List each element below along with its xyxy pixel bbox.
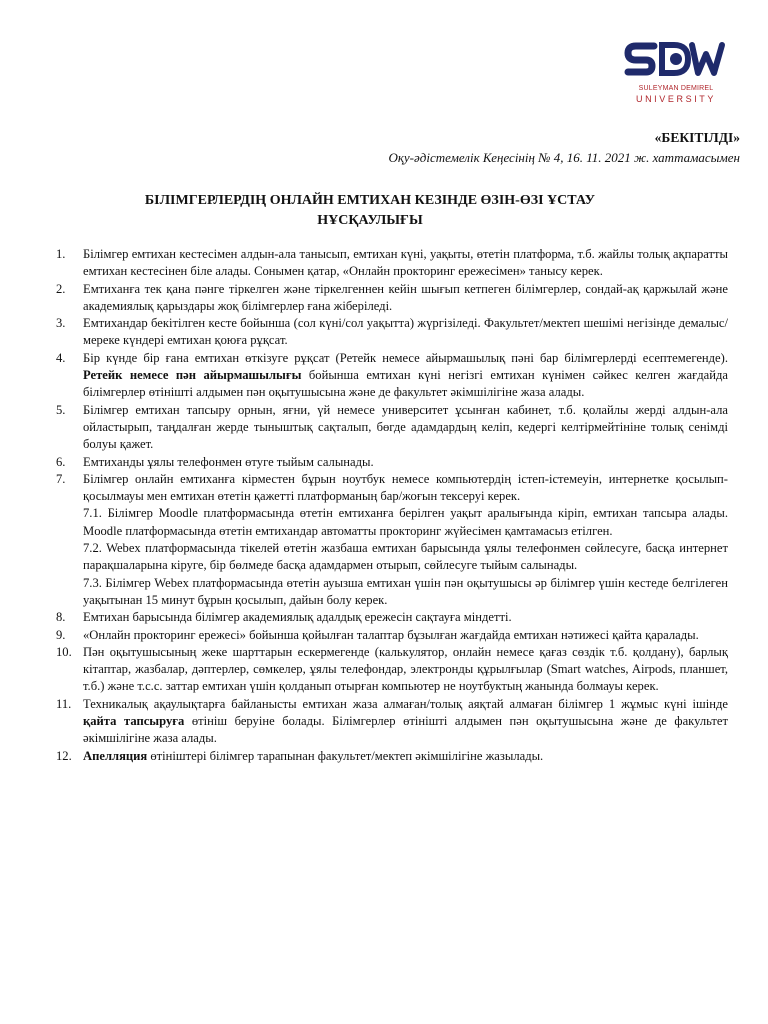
item-text-pre: Техникалық ақаулықтарға байланысты емтихан жаза алмаған/толық аяқтай алмаған білімгер 1 жұмыс күні ішінде [83,696,728,711]
list-item [56,281,728,316]
protocol-reference: Оқу-әдістемелік Кеңесінің № 4, 16. 11. 2021 ж. хаттамасымен [388,150,740,165]
item-text: «Онлайн прокторинг ережесі» бойынша қойылған талаптар бұзылған жағдайда емтихан нәтижесі қайта қаралады. [83,627,699,642]
item-number: 5. [56,402,66,417]
list-item [56,748,728,765]
logo-text-line2: UNIVERSITY [635,94,716,104]
document-title [60,191,680,231]
item-number: 4. [56,350,66,365]
item-text: Білімгер емтихан кестесімен алдын-ала танысып, емтихан күні, уақыты, өтетін платформа, т.б. жайлы толық ақпаратты емтихан кестесінен біле алады. Сонымен қатар, «Онлайн прокторинг ережесімен» танысу керек. [83,247,728,279]
item-number: 7. [56,471,66,486]
rules-list [56,246,728,765]
item-text-post: бойынша емтихан күні негізгі емтихан күнімен сәйкес келген жағдайда білімгерлер өтінішті алдымен пән оқытушысына және де факультет әкімшілігіне жаза алады. [83,368,728,400]
item-text-pre: Бір күнде бір ғана емтихан өткізуге рұқсат (Ретейк немесе айырмашылық пәні бар білімгерлерді есептемегенде). [83,350,728,365]
subitem-text: 7.1. Білімгер Moodle платформасында өтетін емтиханға берілген уақыт аралығында кіріп, емтихан тапсыра алады. Moodle платформасында өтетін емтихандар автоматты прокторинг жүйесімен қамтамасыз етілген. [83,506,728,538]
item-text-bold: қайта тапсыруға [83,714,185,729]
item-text: Емтиханды ұялы телефонмен өтуге тыйым салынады. [83,454,374,469]
title-line-1: БІЛІМГЕРЛЕРДІҢ ОНЛАЙН ЕМТИХАН КЕЗІНДЕ ӨЗІН-ӨЗІ ҰСТАУ [144,193,596,208]
item-text: Пән оқытушысының жеке шарттарын ескермегенде (калькулятор, онлайн немесе қағаз сөздік т.б. қолдану), барлық кітаптар, жазбалар, дәптерлер, сөмкелер, ұялы телефондар, электронды құрылғылар (Smart watches, Airpods, планшет, т.б.) және т.с.с. заттар емтихан үшін қолданып отырған компьютер не ноутбуктың жанында болмауы керек. [83,644,728,694]
item-number: 11. [56,696,72,711]
list-subitem [56,540,728,575]
list-item [56,471,728,506]
item-number: 10. [56,644,72,659]
university-logo [624,40,728,106]
list-item [56,246,728,281]
item-number: 12. [56,748,72,763]
item-text-post: өтініштері білімгер тарапынан факультет/мектеп әкімшілігіне жазылады. [147,748,544,763]
subitem-text: 7.3. Білімгер Webex платформасында өтетін ауызша емтихан үшін пән оқытушысы әр білімгер үшін кестеде белгілеген уақытынан 15 минут бұрын қосылып, дайын болу керек. [83,575,728,607]
item-text: Емтихандар бекітілген кесте бойынша (сол күні/сол уақытта) жүргізіледі. Факультет/мектеп шешімі негізінде демалыс/мереке күндері емтихан қоюға рұқсат. [83,316,728,348]
item-number: 6. [56,454,66,469]
item-number: 8. [56,610,66,625]
title-line-2: НҰСҚАУЛЫҒЫ [317,213,423,228]
subitem-text: 7.2. Webex платформасында тікелей өтетін жазбаша емтихан барысында ұялы телефонмен сөйлесуге, басқа интернет парақшаларына кіруге, бір бөлмеде басқа адамдармен отырып, сөйлесуге тыйым салынады. [83,541,728,573]
list-subitem [56,505,728,540]
item-text: Білімгер емтихан тапсыру орнын, яғни, үй немесе университет ұсынған кабинет, т.б. қолайлы жерді алдын-ала ойластырып, таңдалған жерде тыныштық сақталып, бөгде адамдардың келіп, кедергі келтірмейтініне толық сенімді болуы қажет. [83,402,728,452]
item-text: Білімгер онлайн емтиханға кірместен бұрын ноутбук немесе компьютердің істеп-істемеуін, интернетке қосылып-қосылмауы мен емтихан өтетін қажетті платформаның бар/жоғын тексеруі керек. [83,471,728,504]
item-number: 2. [56,281,66,296]
item-number: 9. [56,627,66,642]
item-text: Емтиханға тек қана пәнге тіркелген және тіркелгеннен кейін шығып кетпеген білімгерлер, сондай-ақ қаржылай және академиялық қарыздары жоқ білімгерлер ғана жіберіледі. [83,281,728,313]
item-text: Емтихан барысында білімгер академиялық адалдық ережесін сақтауға міндетті. [83,610,512,625]
list-item [56,454,728,471]
sdu-logo-mark [624,40,728,84]
list-item [56,696,728,748]
approved-stamp: «БЕКІТІЛДІ» [654,130,740,145]
item-text-post: өтініш беруіне болады. Білімгерлер өтінішті алдымен пән оқытушысына және де факультет әкімшілігіне жаза алады. [83,714,728,746]
list-item [56,644,728,696]
item-number: 3. [56,316,66,331]
list-item [56,609,728,626]
list-item [56,402,728,454]
logo-text-line1: SULEYMAN DEMIREL [638,85,714,92]
list-subitem [56,575,728,610]
item-number: 1. [56,247,66,261]
item-text-bold: Апелляция [83,748,148,763]
list-item [56,350,728,402]
item-text-bold: Ретейк немесе пән айырмашылығы [83,368,302,383]
list-item [56,627,728,644]
list-item [56,315,728,350]
